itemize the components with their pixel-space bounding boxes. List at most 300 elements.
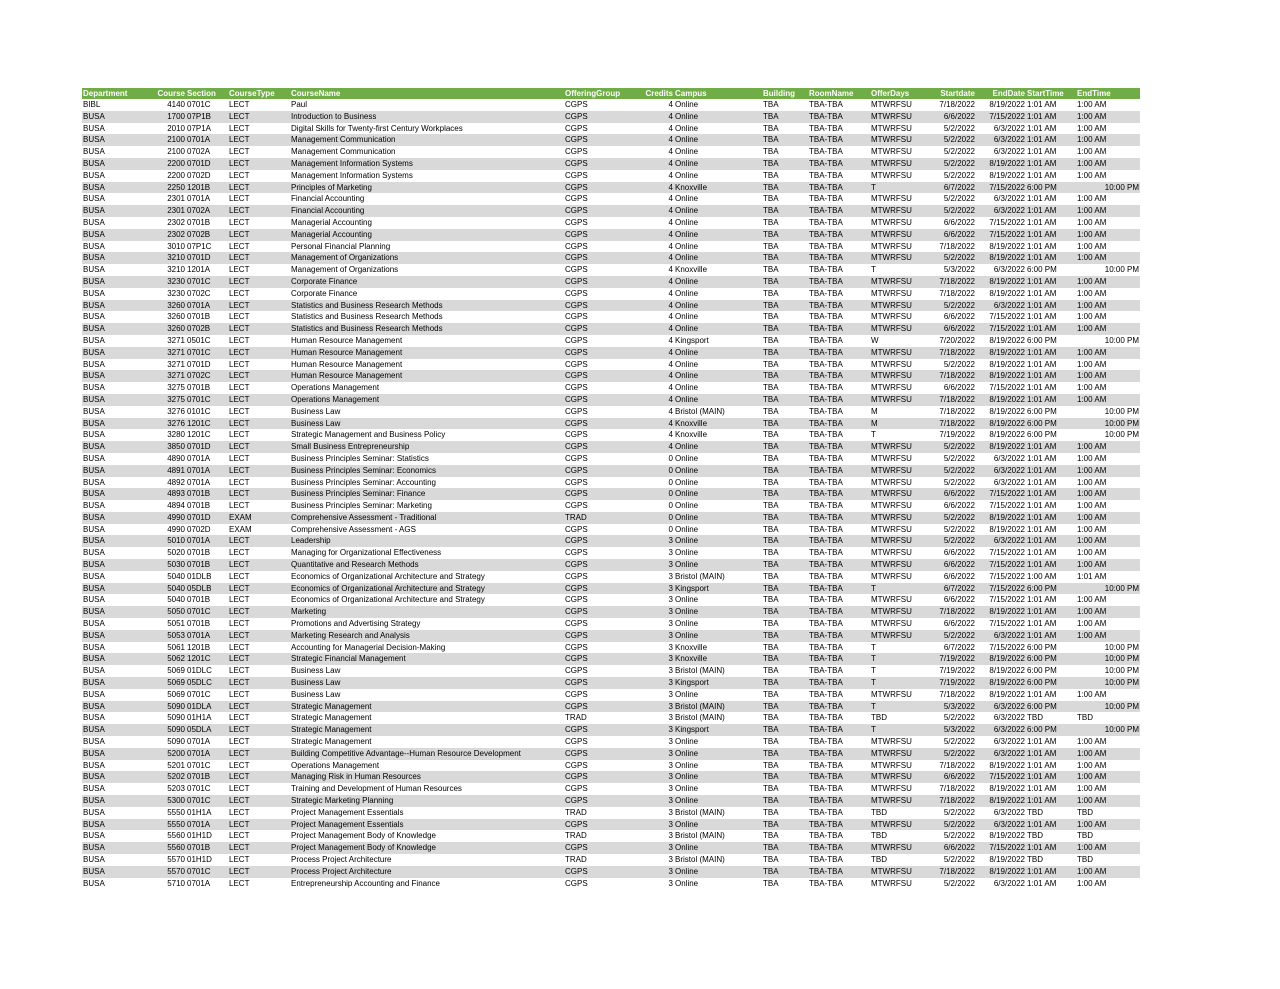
cell-course-type: LECT xyxy=(229,147,250,157)
cell-building: TBA xyxy=(763,217,779,227)
cell-credits: 3 xyxy=(636,819,674,831)
cell-start-time: 1:01 AM xyxy=(1027,548,1057,558)
cell-room-name: TBA-TBA xyxy=(808,370,870,382)
cell-course: 5090 xyxy=(167,713,185,723)
cell-credits: 3 xyxy=(636,583,674,595)
cell-building: TBA xyxy=(762,252,808,264)
cell-offering-group: CGPS xyxy=(564,535,636,547)
table-row xyxy=(82,217,1140,229)
cell-building: TBA xyxy=(763,100,779,109)
cell-offering-group: CGPS xyxy=(564,842,636,854)
cell-offer-days: MTWRFSU xyxy=(871,194,912,204)
cell-offering-group: CGPS xyxy=(565,878,588,888)
cell-start-date: 6/6/2022 xyxy=(924,842,976,854)
cell-start-time: 1:01 AM xyxy=(1027,194,1057,204)
cell-course-type: LECT xyxy=(229,477,250,487)
cell-course-type: LECT xyxy=(229,430,250,440)
cell-building: TBA xyxy=(763,312,779,322)
cell-credits: 0 xyxy=(668,453,673,463)
cell-course-name: Promotions and Advertising Strategy xyxy=(291,619,421,629)
cell-course-type: LECT xyxy=(229,642,250,652)
cell-building: TBA xyxy=(762,630,808,642)
cell-section: 0701C xyxy=(186,795,228,807)
cell-course-type: EXAM xyxy=(228,512,290,524)
cell-section: 0101C xyxy=(187,406,211,416)
cell-start-time: 1:01 AM xyxy=(1026,134,1076,146)
cell-end-time: 1:00 AM xyxy=(1076,229,1140,241)
cell-start-date: 7/19/2022 xyxy=(924,677,976,689)
cell-end-time: 1:00 AM xyxy=(1076,300,1140,312)
cell-offer-days: MTWRFSU xyxy=(870,866,924,878)
cell-course-name: Strategic Management xyxy=(290,701,564,713)
cell-offering-group: CGPS xyxy=(565,453,588,463)
cell-course: 5051 xyxy=(167,619,185,629)
table-row xyxy=(82,748,1140,760)
cell-room-name: TBA-TBA xyxy=(809,147,843,157)
cell-campus: Online xyxy=(675,477,699,487)
cell-offering-group: CGPS xyxy=(564,300,636,312)
cell-building: TBA xyxy=(762,488,808,500)
cell-credits: 4 xyxy=(636,300,674,312)
cell-department: BUSA xyxy=(83,831,105,841)
cell-campus: Online xyxy=(675,383,699,393)
table-row xyxy=(82,252,1140,264)
cell-campus: Online xyxy=(675,548,699,558)
course-schedule-sheet xyxy=(82,88,1138,889)
cell-start-date: 5/2/2022 xyxy=(943,194,975,204)
cell-course-name: Economics of Organizational Architecture and Strategy xyxy=(290,583,564,595)
cell-start-date: 5/2/2022 xyxy=(924,158,976,170)
cell-course-type: LECT xyxy=(229,312,250,322)
cell-start-time: 1:01 AM xyxy=(1027,737,1057,747)
cell-offering-group: CGPS xyxy=(565,548,588,558)
cell-credits: 3 xyxy=(668,548,673,558)
cell-section: 0701D xyxy=(186,252,228,264)
cell-building: TBA xyxy=(762,771,808,783)
cell-course-type: LECT xyxy=(228,276,290,288)
cell-section: 0702B xyxy=(186,323,228,335)
cell-start-time: TBD xyxy=(1027,831,1043,841)
cell-section: 07P1B xyxy=(186,111,228,123)
cell-department: BUSA xyxy=(83,642,105,652)
cell-end-date: 8/19/2022 xyxy=(976,866,1026,878)
cell-course: 2010 xyxy=(167,123,185,133)
cell-offer-days: T xyxy=(871,265,876,275)
cell-campus: Online xyxy=(675,359,699,369)
cell-section: 0701C xyxy=(186,276,228,288)
column-header-offer-days: OfferDays xyxy=(870,88,924,99)
cell-end-date: 8/19/2022 xyxy=(976,677,1026,689)
cell-department: BUSA xyxy=(82,842,146,854)
cell-course-type: LECT xyxy=(228,182,290,194)
cell-campus: Bristol (MAIN) xyxy=(675,571,725,581)
cell-end-date: 6/3/2022 xyxy=(976,630,1026,642)
cell-start-time: 1:01 AM xyxy=(1026,158,1076,170)
cell-campus: Online xyxy=(675,619,699,629)
cell-campus: Online xyxy=(674,252,762,264)
cell-course: 5053 xyxy=(146,630,186,642)
cell-offer-days: MTWRFSU xyxy=(871,241,912,251)
cell-start-date: 6/6/2022 xyxy=(924,229,976,241)
cell-campus: Kingsport xyxy=(675,335,709,345)
cell-course-type: LECT xyxy=(228,252,290,264)
cell-credits: 4 xyxy=(668,265,673,275)
cell-start-date: 6/6/2022 xyxy=(943,595,975,605)
cell-course-name: Business Law xyxy=(291,406,341,416)
cell-course: 5020 xyxy=(167,548,185,558)
cell-building: TBA xyxy=(763,406,779,416)
cell-start-time: 1:01 AM xyxy=(1027,477,1057,487)
cell-building: TBA xyxy=(762,819,808,831)
cell-credits: 4 xyxy=(668,359,673,369)
cell-campus: Online xyxy=(675,453,699,463)
cell-course-name: Human Resource Management xyxy=(290,370,564,382)
cell-course-name: Operations Management xyxy=(291,383,380,393)
cell-credits: 3 xyxy=(636,677,674,689)
cell-course-type: LECT xyxy=(229,878,250,888)
cell-course-name: Introduction to Business xyxy=(290,111,564,123)
cell-department: BUSA xyxy=(82,394,146,406)
cell-start-date: 5/2/2022 xyxy=(924,512,976,524)
cell-end-date: 7/15/2022 xyxy=(976,559,1026,571)
cell-room-name: TBA-TBA xyxy=(809,265,843,275)
cell-course: 2100 xyxy=(146,134,186,146)
cell-end-date: 7/15/2022 xyxy=(976,583,1026,595)
table-row xyxy=(82,878,1140,890)
cell-offering-group: CGPS xyxy=(565,359,588,369)
cell-end-date: 6/3/2022 xyxy=(993,123,1025,133)
cell-end-time: 1:00 AM xyxy=(1076,111,1140,123)
cell-course: 4140 xyxy=(167,100,185,109)
cell-course-name: Project Management Essentials xyxy=(290,819,564,831)
cell-start-date: 6/6/2022 xyxy=(924,111,976,123)
cell-offering-group: TRAD xyxy=(565,831,587,841)
cell-course: 3276 xyxy=(167,406,185,416)
column-header-building: Building xyxy=(762,88,808,99)
cell-course-name: Human Resource Management xyxy=(291,359,403,369)
cell-department: BUSA xyxy=(83,760,105,770)
cell-offering-group: CGPS xyxy=(565,430,588,440)
cell-end-time: 1:00 AM xyxy=(1076,842,1140,854)
cell-offering-group: CGPS xyxy=(564,465,636,477)
cell-course-name: Business Law xyxy=(290,418,564,430)
cell-section: 05DLA xyxy=(186,724,228,736)
cell-start-date: 7/18/2022 xyxy=(939,406,975,416)
cell-section: 0701B xyxy=(187,501,211,511)
cell-course-type: LECT xyxy=(229,807,250,817)
cell-end-time: 1:00 AM xyxy=(1076,323,1140,335)
cell-offer-days: MTWRFSU xyxy=(870,465,924,477)
cell-offering-group: TRAD xyxy=(564,512,636,524)
cell-room-name: TBA-TBA xyxy=(809,571,843,581)
cell-course: 3850 xyxy=(146,441,186,453)
cell-offer-days: MTWRFSU xyxy=(870,488,924,500)
cell-course: 5201 xyxy=(167,760,185,770)
cell-offering-group: CGPS xyxy=(565,335,588,345)
cell-course-name: Human Resource Management xyxy=(290,347,564,359)
cell-course: 2250 xyxy=(146,182,186,194)
table-row xyxy=(82,583,1140,595)
cell-department: BUSA xyxy=(82,866,146,878)
cell-offering-group: CGPS xyxy=(564,276,636,288)
cell-department: BUSA xyxy=(83,666,105,676)
table-row xyxy=(82,288,1140,300)
cell-end-time: 1:00 AM xyxy=(1077,312,1107,322)
table-row xyxy=(82,630,1140,642)
table-row xyxy=(82,300,1140,312)
cell-end-time: 1:00 AM xyxy=(1077,359,1107,369)
table-row xyxy=(82,488,1140,500)
cell-start-date: 6/6/2022 xyxy=(924,488,976,500)
cell-course-name: Financial Accounting xyxy=(290,205,564,217)
cell-start-date: 5/2/2022 xyxy=(943,359,975,369)
cell-room-name: TBA-TBA xyxy=(809,595,843,605)
cell-offer-days: MTWRFSU xyxy=(870,512,924,524)
cell-room-name: TBA-TBA xyxy=(808,488,870,500)
cell-offering-group: CGPS xyxy=(564,819,636,831)
cell-offering-group: CGPS xyxy=(565,170,588,180)
cell-room-name: TBA-TBA xyxy=(808,158,870,170)
cell-end-time: 10:00 PM xyxy=(1076,724,1140,736)
cell-campus: Knoxville xyxy=(675,265,708,275)
cell-room-name: TBA-TBA xyxy=(809,241,843,251)
cell-campus: Online xyxy=(675,100,699,109)
table-row xyxy=(82,830,1140,842)
cell-offer-days: MTWRFSU xyxy=(871,501,912,511)
cell-start-date: 7/18/2022 xyxy=(939,784,975,794)
table-row xyxy=(82,760,1140,772)
cell-course-type: LECT xyxy=(228,323,290,335)
table-row xyxy=(82,229,1140,241)
cell-building: TBA xyxy=(762,205,808,217)
cell-start-time: TBD xyxy=(1027,807,1043,817)
cell-end-time: 1:00 AM xyxy=(1076,795,1140,807)
cell-credits: 3 xyxy=(636,748,674,760)
cell-start-date: 6/6/2022 xyxy=(943,619,975,629)
cell-course: 2200 xyxy=(167,170,185,180)
cell-offer-days: MTWRFSU xyxy=(871,100,912,109)
cell-end-date: 6/3/2022 xyxy=(993,147,1025,157)
cell-end-time: 1:00 AM xyxy=(1076,465,1140,477)
cell-course: 5090 xyxy=(146,701,186,713)
cell-building: TBA xyxy=(762,701,808,713)
cell-building: TBA xyxy=(763,760,779,770)
cell-course-type: LECT xyxy=(229,831,250,841)
cell-course-name: Building Competitive Advantage--Human Resource Development xyxy=(290,748,564,760)
cell-department: BUSA xyxy=(82,205,146,217)
cell-offer-days: MTWRFSU xyxy=(870,748,924,760)
cell-course-type: LECT xyxy=(229,595,250,605)
cell-offer-days: MTWRFSU xyxy=(870,441,924,453)
cell-offer-days: MTWRFSU xyxy=(871,595,912,605)
cell-building: TBA xyxy=(762,559,808,571)
cell-building: TBA xyxy=(763,878,779,888)
cell-start-time: 1:01 AM xyxy=(1026,559,1076,571)
cell-end-time: 1:00 AM xyxy=(1077,100,1107,109)
cell-department: BUSA xyxy=(83,689,105,699)
cell-start-time: 1:01 AM xyxy=(1027,619,1057,629)
cell-credits: 4 xyxy=(636,323,674,335)
cell-course: 5010 xyxy=(146,535,186,547)
cell-start-time: 6:00 PM xyxy=(1026,724,1076,736)
cell-section: 0701A xyxy=(186,300,228,312)
cell-course-type: LECT xyxy=(229,784,250,794)
cell-offer-days: T xyxy=(870,653,924,665)
cell-start-time: 1:01 AM xyxy=(1026,252,1076,264)
cell-offering-group: CGPS xyxy=(565,312,588,322)
cell-course: 3276 xyxy=(146,418,186,430)
cell-start-date: 7/18/2022 xyxy=(924,418,976,430)
cell-course-type: LECT xyxy=(229,194,250,204)
cell-course: 4894 xyxy=(167,501,185,511)
cell-course-type: LECT xyxy=(228,701,290,713)
cell-section: 0701C xyxy=(186,347,228,359)
cell-course-name: Operations Management xyxy=(290,394,564,406)
cell-room-name: TBA-TBA xyxy=(809,501,843,511)
cell-offering-group: CGPS xyxy=(565,123,588,133)
cell-section: 0701D xyxy=(187,359,211,369)
cell-end-time: 1:00 AM xyxy=(1077,784,1107,794)
cell-campus: Online xyxy=(675,194,699,204)
cell-offer-days: MTWRFSU xyxy=(871,147,912,157)
cell-start-date: 5/2/2022 xyxy=(943,855,975,864)
cell-offering-group: CGPS xyxy=(564,630,636,642)
cell-course-name: Economics of Organizational Architecture and Strategy xyxy=(291,571,485,581)
cell-department: BUSA xyxy=(83,217,105,227)
cell-end-time: 1:00 AM xyxy=(1076,394,1140,406)
cell-end-date: 7/15/2022 xyxy=(989,312,1025,322)
table-row xyxy=(82,193,1140,205)
cell-room-name: TBA-TBA xyxy=(808,465,870,477)
cell-course-name: Management Information Systems xyxy=(290,158,564,170)
cell-end-date: 7/15/2022 xyxy=(976,323,1026,335)
cell-building: TBA xyxy=(762,583,808,595)
cell-end-time: 1:00 AM xyxy=(1076,606,1140,618)
column-header-end-date: EndDate xyxy=(976,88,1026,99)
cell-end-date: 7/15/2022 xyxy=(989,501,1025,511)
cell-start-date: 5/2/2022 xyxy=(924,535,976,547)
cell-end-time: 1:00 AM xyxy=(1076,748,1140,760)
cell-start-date: 7/18/2022 xyxy=(939,241,975,251)
cell-campus: Online xyxy=(675,595,699,605)
cell-start-time: 6:00 PM xyxy=(1026,182,1076,194)
cell-start-date: 5/2/2022 xyxy=(943,123,975,133)
column-header-start-date: Startdate xyxy=(924,88,976,99)
cell-department: BUSA xyxy=(82,583,146,595)
cell-end-date: 6/3/2022 xyxy=(976,535,1026,547)
cell-course-name: Marketing Research and Analysis xyxy=(290,630,564,642)
cell-credits: 3 xyxy=(668,807,673,817)
cell-department: BUSA xyxy=(83,241,105,251)
cell-offer-days: MTWRFSU xyxy=(871,383,912,393)
cell-room-name: TBA-TBA xyxy=(808,323,870,335)
cell-course-type: LECT xyxy=(229,383,250,393)
cell-course-type: LECT xyxy=(228,347,290,359)
cell-room-name: TBA-TBA xyxy=(808,512,870,524)
cell-start-date: 5/2/2022 xyxy=(924,441,976,453)
cell-room-name: TBA-TBA xyxy=(809,194,843,204)
cell-end-date: 7/15/2022 xyxy=(976,182,1026,194)
cell-course-name: Strategic Marketing Planning xyxy=(290,795,564,807)
cell-section: 0701B xyxy=(186,559,228,571)
cell-start-time: 1:01 AM xyxy=(1026,276,1076,288)
cell-credits: 3 xyxy=(636,606,674,618)
cell-end-date: 8/19/2022 xyxy=(989,335,1025,345)
cell-course-name: Corporate Finance xyxy=(291,288,358,298)
cell-department: BUSA xyxy=(83,265,105,275)
table-row xyxy=(82,241,1140,253)
cell-section: 0701A xyxy=(186,465,228,477)
cell-end-date: 8/19/2022 xyxy=(976,795,1026,807)
cell-course-type: LECT xyxy=(228,748,290,760)
cell-start-time: 1:01 AM xyxy=(1027,453,1057,463)
cell-credits: 3 xyxy=(636,866,674,878)
cell-section: 07P1C xyxy=(187,241,212,251)
cell-section: 0701B xyxy=(187,383,211,393)
cell-department: BUSA xyxy=(82,559,146,571)
cell-course-type: LECT xyxy=(229,241,250,251)
cell-room-name: TBA-TBA xyxy=(808,630,870,642)
cell-room-name: TBA-TBA xyxy=(808,559,870,571)
cell-start-time: 1:01 AM xyxy=(1027,784,1057,794)
cell-offer-days: MTWRFSU xyxy=(870,276,924,288)
cell-campus: Online xyxy=(675,524,699,534)
cell-campus: Online xyxy=(674,441,762,453)
table-row xyxy=(82,677,1140,689)
cell-room-name: TBA-TBA xyxy=(808,394,870,406)
cell-campus: Online xyxy=(675,241,699,251)
cell-course: 3260 xyxy=(146,300,186,312)
cell-offer-days: T xyxy=(870,182,924,194)
cell-end-date: 7/15/2022 xyxy=(976,771,1026,783)
cell-building: TBA xyxy=(763,571,779,581)
cell-credits: 3 xyxy=(668,642,673,652)
cell-end-date: 6/3/2022 xyxy=(976,701,1026,713)
cell-building: TBA xyxy=(762,441,808,453)
cell-course: 2302 xyxy=(167,217,185,227)
cell-department: BUSA xyxy=(82,347,146,359)
cell-course-type: LECT xyxy=(228,559,290,571)
cell-offering-group: CGPS xyxy=(564,205,636,217)
cell-end-time: 1:00 AM xyxy=(1077,689,1107,699)
cell-course: 3260 xyxy=(146,323,186,335)
cell-end-time: 1:00 AM xyxy=(1077,760,1107,770)
cell-course-type: LECT xyxy=(229,217,250,227)
table-row xyxy=(82,382,1140,394)
cell-course: 3210 xyxy=(146,252,186,264)
cell-room-name: TBA-TBA xyxy=(808,724,870,736)
cell-department: BUSA xyxy=(83,312,105,322)
cell-building: TBA xyxy=(762,134,808,146)
cell-course-type: LECT xyxy=(228,866,290,878)
cell-building: TBA xyxy=(763,713,779,723)
cell-offering-group: CGPS xyxy=(564,795,636,807)
cell-credits: 3 xyxy=(668,666,673,676)
table-row xyxy=(82,653,1140,665)
cell-end-date: 6/3/2022 xyxy=(976,205,1026,217)
cell-room-name: TBA-TBA xyxy=(809,335,843,345)
table-row xyxy=(82,736,1140,748)
table-row xyxy=(82,370,1140,382)
cell-end-time: 1:00 AM xyxy=(1077,524,1107,534)
cell-end-time: 1:00 AM xyxy=(1076,771,1140,783)
cell-course-name: Business Principles Seminar: Finance xyxy=(290,488,564,500)
cell-section: 1201B xyxy=(187,642,211,652)
cell-credits: 3 xyxy=(668,784,673,794)
cell-course-type: LECT xyxy=(229,571,250,581)
cell-course-type: LECT xyxy=(228,158,290,170)
cell-start-date: 7/18/2022 xyxy=(924,347,976,359)
